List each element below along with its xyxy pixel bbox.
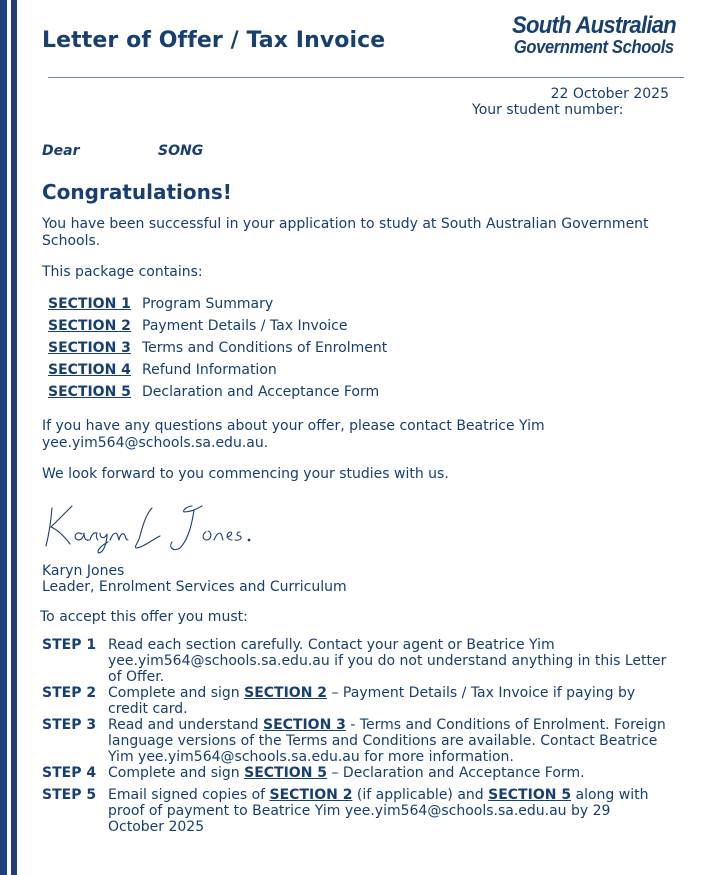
greeting-name: SONG bbox=[158, 143, 204, 159]
step-text-pre: Complete and sign bbox=[108, 685, 245, 701]
step-text-post: along with proof of payment to Beatrice Yim yee.yim564@schools.sa.edu.au by 29 October 2025 bbox=[108, 787, 649, 835]
greeting-dear: Dear bbox=[42, 143, 80, 159]
step-text: Read each section carefully. Contact your agent or Beatrice Yim yee.yim564@schools.sa.edu.au if you do not understand anything in this Letter of Offer. bbox=[108, 637, 667, 685]
header-divider bbox=[48, 77, 684, 78]
step-label: STEP 5 bbox=[42, 787, 97, 803]
step-text-post: – Declaration and Acceptance Form. bbox=[327, 765, 585, 781]
steps-intro: To accept this offer you must: bbox=[40, 609, 248, 625]
handwritten-signature bbox=[42, 500, 262, 556]
section-list-item bbox=[48, 340, 387, 356]
section-list-item bbox=[48, 362, 277, 378]
student-number-label: Your student number: bbox=[472, 102, 624, 118]
section-2-link[interactable]: SECTION 2 bbox=[269, 787, 353, 803]
step-text bbox=[108, 765, 668, 781]
section-list-item bbox=[48, 296, 273, 312]
step-text-pre: Read and understand bbox=[108, 717, 263, 733]
logo-line-1: South Australian bbox=[512, 12, 677, 39]
section-list-item bbox=[48, 318, 348, 334]
section-3-label: Terms and Conditions of Enrolment bbox=[142, 340, 388, 356]
section-1-label: Program Summary bbox=[142, 296, 274, 312]
school-logo bbox=[512, 14, 690, 56]
section-2-label: Payment Details / Tax Invoice bbox=[142, 318, 348, 334]
letter-date: 22 October 2025 bbox=[550, 86, 669, 102]
step-label: STEP 1 bbox=[42, 637, 97, 653]
section-4-label: Refund Information bbox=[142, 362, 277, 378]
step-text-pre: Complete and sign bbox=[108, 765, 245, 781]
step-label: STEP 3 bbox=[42, 717, 97, 733]
step-text bbox=[108, 787, 668, 835]
package-contains-label: This package contains: bbox=[42, 264, 203, 280]
congratulations-heading: Congratulations! bbox=[42, 180, 232, 204]
step-text-post: - Terms and Conditions of Enrolment. Foreign language versions of the Terms and Conditions are available. Contact Beatrice Yim yee.yim564@schools.sa.edu.au for more information. bbox=[108, 717, 666, 765]
logo-line-2: Government Schools bbox=[513, 37, 674, 57]
step-text-post: – Payment Details / Tax Invoice if paying by credit card. bbox=[108, 685, 636, 717]
signer-title: Leader, Enrolment Services and Curriculum bbox=[42, 579, 347, 595]
step-text-mid: (if applicable) and bbox=[352, 787, 489, 803]
section-5-link[interactable]: SECTION 5 bbox=[244, 765, 328, 781]
step-label: STEP 2 bbox=[42, 685, 97, 701]
intro-paragraph: You have been successful in your application to study at South Australian Government Schools. bbox=[42, 216, 649, 249]
section-2-link[interactable]: SECTION 2 bbox=[244, 685, 328, 701]
left-margin-bar-inner bbox=[11, 0, 17, 875]
page-title: Letter of Offer / Tax Invoice bbox=[42, 28, 386, 53]
section-3-link[interactable]: SECTION 3 bbox=[48, 340, 131, 356]
step-text-pre: Email signed copies of bbox=[108, 787, 270, 803]
step-label: STEP 4 bbox=[42, 765, 97, 781]
section-4-link[interactable]: SECTION 4 bbox=[48, 362, 131, 378]
closing-paragraph: We look forward to you commencing your studies with us. bbox=[42, 466, 449, 482]
left-margin-bar bbox=[0, 0, 7, 875]
section-1-link[interactable]: SECTION 1 bbox=[48, 296, 131, 312]
questions-paragraph: If you have any questions about your offer, please contact Beatrice Yim yee.yim564@schools.sa.edu.au. bbox=[42, 418, 545, 451]
step-text bbox=[108, 717, 668, 765]
step-text bbox=[108, 685, 668, 717]
section-2-link[interactable]: SECTION 2 bbox=[48, 318, 131, 334]
section-5-link[interactable]: SECTION 5 bbox=[48, 384, 131, 400]
section-5-label: Declaration and Acceptance Form bbox=[142, 384, 380, 400]
signer-name: Karyn Jones bbox=[42, 563, 125, 579]
section-list-item bbox=[48, 384, 379, 400]
section-3-link[interactable]: SECTION 3 bbox=[263, 717, 346, 733]
section-5-link[interactable]: SECTION 5 bbox=[488, 787, 572, 803]
